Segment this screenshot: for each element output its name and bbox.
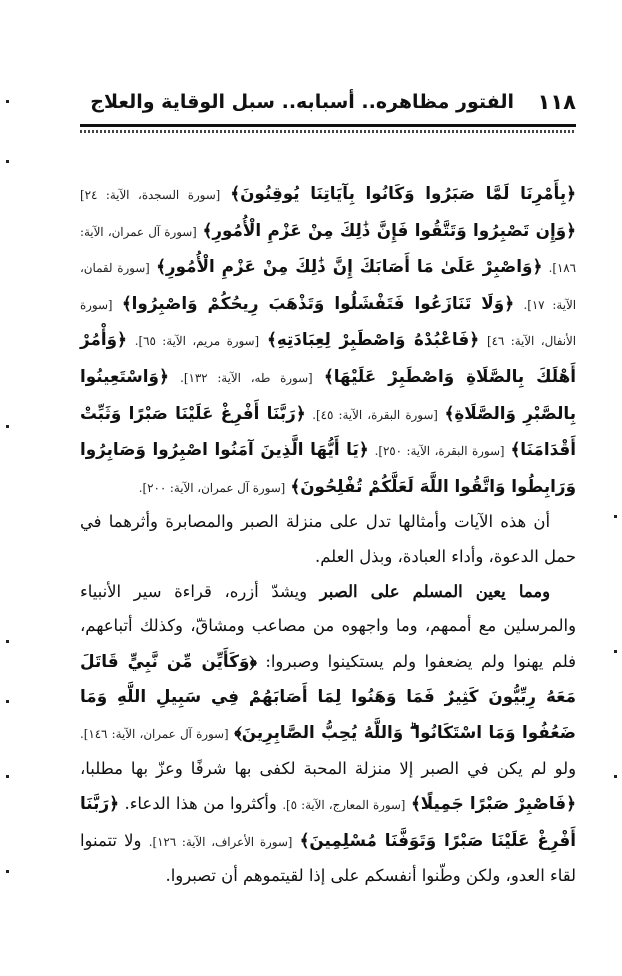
quran-verse: ﴿وَكَأَيِّن مِّن نَّبِيٍّ قَاتَلَ مَعَهُ رِبِّيُّونَ كَثِيرٌ فَمَا وَهَنُوا لِمَا أَصَابَهُمْ فِي سَبِيلِ اللَّهِ وَمَا ضَعُفُوا وَمَا اسْتَكَانُوا ۗ وَاللَّهُ يُحِبُّ الصَّابِرِينَ﴾ xyxy=(80,650,576,742)
paragraph-verses xyxy=(80,176,576,505)
scan-speck xyxy=(614,650,617,653)
paragraph-prophets xyxy=(80,575,576,894)
quran-verse: ﴿وَاسْتَعِينُوا بِالصَّبْرِ وَالصَّلَاةِ﴾ xyxy=(80,365,576,423)
verse-reference: [سورة آل عمران، الآية: ٢٠٠]. xyxy=(138,480,286,495)
page-number: ١١٨ xyxy=(537,90,576,114)
verse-reference: [سورة الأنفال، الآية: ٤٦] xyxy=(80,297,577,349)
verse-reference: [سورة طه، الآية: ١٣٢]. xyxy=(180,370,313,385)
quran-verse: ﴿فَاصْبِرْ صَبْرًا جَمِيلًا﴾ xyxy=(410,793,576,814)
scan-speck xyxy=(6,160,9,163)
quran-verse: ﴿رَبَّنَا أَفْرِغْ عَلَيْنَا صَبْرًا وَتَوَفَّنَا مُسْلِمِينَ﴾ xyxy=(80,793,577,850)
body-sentence: ويشدّ أزره، قراءة سير الأنبياء والمرسلين مع أممهم، وما واجهوه من مصاعب ومشاقّ، وكذلك أتباعهم، فلم يهنوا ولم يضعفوا ولم يستكينوا وصبروا: xyxy=(80,581,577,671)
verse-reference: [سورة آل عمران، الآية: ١٤٦]. xyxy=(80,726,229,741)
scan-speck xyxy=(6,700,9,703)
scan-speck xyxy=(614,775,617,778)
scan-speck xyxy=(6,640,9,643)
quran-verse: ﴿وَاصْبِرْ عَلَىٰ مَا أَصَابَكَ إِنَّ ذَٰلِكَ مِنْ عَزْمِ الْأُمُورِ﴾ xyxy=(156,256,543,277)
body-sentence: وأكثروا من هذا الدعاء. xyxy=(124,794,283,814)
verse-reference: [سورة البقرة، الآية: ٤٥]. xyxy=(312,407,438,422)
quran-verse: ﴿بِأَمْرِنَا لَمَّا صَبَرُوا وَكَانُوا بِآيَاتِنَا يُوقِنُونَ﴾ xyxy=(230,183,576,203)
quran-verse: ﴿يَا أَيُّهَا الَّذِينَ آمَنُوا اصْبِرُوا وَصَابِرُوا وَرَابِطُوا وَاتَّقُوا اللَّهَ لَعَلَّكُمْ تُفْلِحُونَ﴾ xyxy=(80,439,576,496)
quran-verse: ﴿وَلَا تَنَازَعُوا فَتَفْشَلُوا وَتَذْهَبَ رِيحُكُمْ وَاصْبِرُوا﴾ xyxy=(121,292,515,313)
scan-speck xyxy=(6,425,9,428)
scan-speck xyxy=(6,775,9,778)
verse-reference: [سورة المعارج، الآية: ٥]. xyxy=(282,798,406,813)
header-dotted-rule xyxy=(80,130,576,133)
scan-speck xyxy=(6,870,9,873)
commentary-text: أن هذه الآيات وأمثالها تدل على منزلة الصبر والمصابرة وأثرهما في حمل الدعوة، وأداء العبادة، وبذل العلم. xyxy=(80,512,576,566)
body-text xyxy=(80,176,576,894)
body-sentence: ولا تتمنوا لقاء العدو، ولكن وطّنوا أنفسكم على إذا لقيتموهم أن تصبروا. xyxy=(80,830,576,886)
verse-reference: [سورة الأعراف، الآية: ١٢٦]. xyxy=(148,834,293,849)
lead-phrase: ومما يعين المسلم على الصبر xyxy=(319,581,551,601)
quran-verse: ﴿فَاعْبُدْهُ وَاصْطَبِرْ لِعِبَادَتِهِ﴾ xyxy=(267,329,480,350)
verse-reference: [سورة لقمان، الآية: ١٧]. xyxy=(80,261,576,312)
body-sentence: ولو لم يكن في الصبر إلا منزلة المحبة لكفى بها شرفًا وعزّ بها مطلبا، xyxy=(80,758,576,778)
quran-verse: ﴿رَبَّنَا أَفْرِغْ عَلَيْنَا صَبْرًا وَثَبِّتْ أَقْدَامَنَا﴾ xyxy=(80,402,577,460)
paragraph-commentary xyxy=(80,505,576,574)
quran-verse: ﴿وَإِن تَصْبِرُوا وَتَتَّقُوا فَإِنَّ ذَٰلِكَ مِنْ عَزْمِ الْأُمُورِ﴾ xyxy=(202,219,576,240)
verse-reference: [سورة البقرة، الآية: ٢٥٠]. xyxy=(374,444,505,459)
scan-speck xyxy=(6,100,9,103)
running-title: الفتور مظاهره.. أسبابه.. سبل الوقاية والعلاج xyxy=(90,91,514,113)
verse-reference: [سورة مريم، الآية: ٦٥]. xyxy=(134,334,260,349)
quran-verse: ﴿وَأْمُرْ أَهْلَكَ بِالصَّلَاةِ وَاصْطَبِرْ عَلَيْهَا﴾ xyxy=(80,329,576,386)
scan-speck xyxy=(614,515,617,518)
page-header xyxy=(80,88,576,122)
header-rule xyxy=(80,124,576,127)
verse-reference: [سورة آل عمران، الآية: ١٨٦]. xyxy=(80,224,576,276)
verse-reference: [سورة السجدة، الآية: ٢٤] xyxy=(80,188,221,202)
